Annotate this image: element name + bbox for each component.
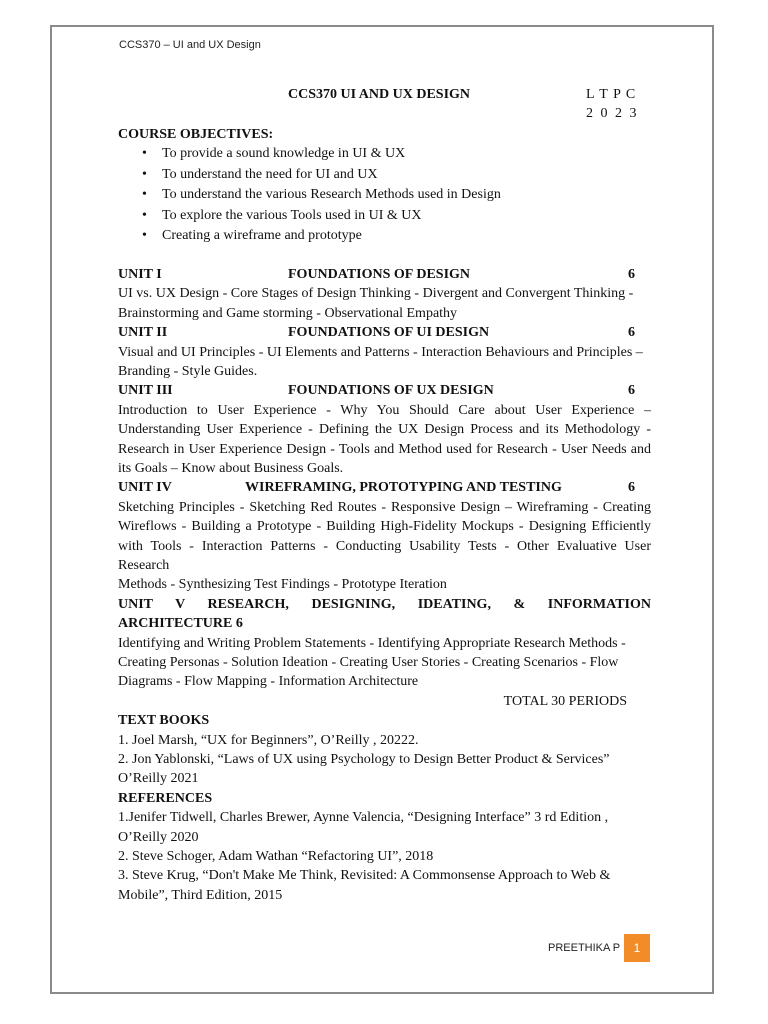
bullet-icon: • xyxy=(142,207,147,223)
ltpc-label: L T P C xyxy=(586,87,637,102)
course-title: CCS370 UI AND UX DESIGN xyxy=(288,87,471,102)
list-item: 1. Joel Marsh, “UX for Beginners”, O’Reilly , 20222. xyxy=(118,732,419,748)
total-periods: TOTAL 30 PERIODS xyxy=(503,693,627,709)
text-line: Identifying and Writing Problem Statements - Identifying Appropriate Research Methods - xyxy=(118,635,626,651)
unit-title: FOUNDATIONS OF UI DESIGN xyxy=(288,325,490,341)
unit-name: UNIT II xyxy=(118,325,168,341)
text-line: Sketching Principles - Sketching Red Routes - Responsive Design – Wireframing - Creating xyxy=(118,499,651,515)
unit-title: FOUNDATIONS OF UX DESIGN xyxy=(288,383,494,399)
bullet-icon: • xyxy=(142,146,147,162)
unit-title: WIREFRAMING, PROTOTYPING AND TESTING xyxy=(245,480,562,496)
list-item: 2. Jon Yablonski, “Laws of UX using Psychology to Design Better Product & Services” xyxy=(118,752,610,767)
list-item: 2. Steve Schoger, Adam Wathan “Refactoring UI”, 2018 xyxy=(118,849,434,865)
references-heading: REFERENCES xyxy=(118,790,213,806)
list-item: 3. Steve Krug, “Don't Make Me Think, Revisited: A Commonsense Approach to Web & xyxy=(118,868,611,884)
objectives-heading: COURSE OBJECTIVES: xyxy=(118,127,274,142)
unit-5-body xyxy=(118,634,651,692)
credits-values: 2 0 2 3 xyxy=(586,106,639,121)
bullet-icon: • xyxy=(142,166,147,182)
unit-2-heading xyxy=(118,323,651,342)
text-line: Diagrams - Flow Mapping - Information Architecture xyxy=(118,674,419,690)
list-item: • To explore the various Tools used in UI & UX xyxy=(118,206,651,227)
unit-hours: 6 xyxy=(628,266,635,282)
textbooks-list xyxy=(118,731,651,789)
unit-hours: 6 xyxy=(628,480,635,496)
text-line: its Goals – Know about Business Goals. xyxy=(118,460,344,476)
unit-title: FOUNDATIONS OF DESIGN xyxy=(288,266,471,282)
bullet-icon: • xyxy=(142,187,147,203)
text-line: UI vs. UX Design - Core Stages of Design Thinking - Divergent and Convergent Thinking - xyxy=(118,286,634,302)
text-line: Understanding User Experience - Defining the UX Design Process and its Methodology - xyxy=(118,422,651,438)
unit-2-body xyxy=(118,343,651,382)
list-item: O’Reilly 2020 xyxy=(118,829,199,845)
unit-hours: 6 xyxy=(628,383,635,399)
unit-hours: 6 xyxy=(628,325,635,341)
document-page xyxy=(50,25,714,994)
list-item: O’Reilly 2021 xyxy=(118,771,199,787)
unit-name: UNIT III xyxy=(118,383,173,399)
unit-name: UNIT IV xyxy=(118,480,172,496)
references-list xyxy=(118,808,651,905)
text-line: Branding - Style Guides. xyxy=(118,363,258,379)
list-item: • To provide a sound knowledge in UI & UX xyxy=(118,144,651,165)
unit-1-body xyxy=(118,284,651,323)
unit-3-heading xyxy=(118,381,651,400)
unit-4-body xyxy=(118,498,651,595)
list-item: 1.Jenifer Tidwell, Charles Brewer, Aynne Valencia, “Designing Interface” 3 rd Edition , xyxy=(118,810,609,826)
textbooks-heading: TEXT BOOKS xyxy=(118,713,210,729)
objectives-list xyxy=(118,144,651,247)
list-item: • Creating a wireframe and prototype xyxy=(118,226,651,247)
text-line: Creating Personas - Solution Ideation - Creating User Stories - Creating Scenarios - Flow xyxy=(118,654,619,670)
bullet-icon: • xyxy=(142,228,147,244)
footer-author: PREETHIKA P xyxy=(548,942,621,954)
text-line: Wireflows - Building a Prototype - Building High-Fidelity Mockups - Designing Efficiently xyxy=(118,519,651,535)
text-line: with Tools - Interaction Patterns - Conducting Usability Tests - Other Evaluative User Research xyxy=(118,538,651,573)
unit-4-heading xyxy=(118,478,651,497)
unit-name: UNIT I xyxy=(118,266,162,282)
text-line: Visual and UI Principles - UI Elements and Patterns - Interaction Behaviours and Principles – xyxy=(118,344,643,360)
unit-1-heading xyxy=(118,265,651,284)
text-line: Introduction to User Experience - Why You Should Care about User Experience – xyxy=(118,402,651,418)
list-item: • To understand the various Research Methods used in Design xyxy=(118,185,651,206)
page-header: CCS370 – UI and UX Design xyxy=(119,39,261,51)
text-line: Brainstorming and Game storming - Observational Empathy xyxy=(118,305,458,321)
unit-5-heading: UNIT V RESEARCH, DESIGNING, IDEATING, & INFORMATION xyxy=(118,596,651,612)
text-line: Methods - Synthesizing Test Findings - Prototype Iteration xyxy=(118,577,447,593)
text-line: Research in User Experience Design - Tools and Method used for Research - User Needs and xyxy=(118,441,651,457)
list-item: Mobile”, Third Edition, 2015 xyxy=(118,887,283,903)
unit-5-heading-continued: ARCHITECTURE 6 xyxy=(118,616,243,632)
list-item: • To understand the need for UI and UX xyxy=(118,165,651,186)
page-number-badge: 1 xyxy=(624,934,650,962)
unit-3-body xyxy=(118,401,651,479)
page-content xyxy=(118,85,651,905)
title-row xyxy=(118,85,651,121)
